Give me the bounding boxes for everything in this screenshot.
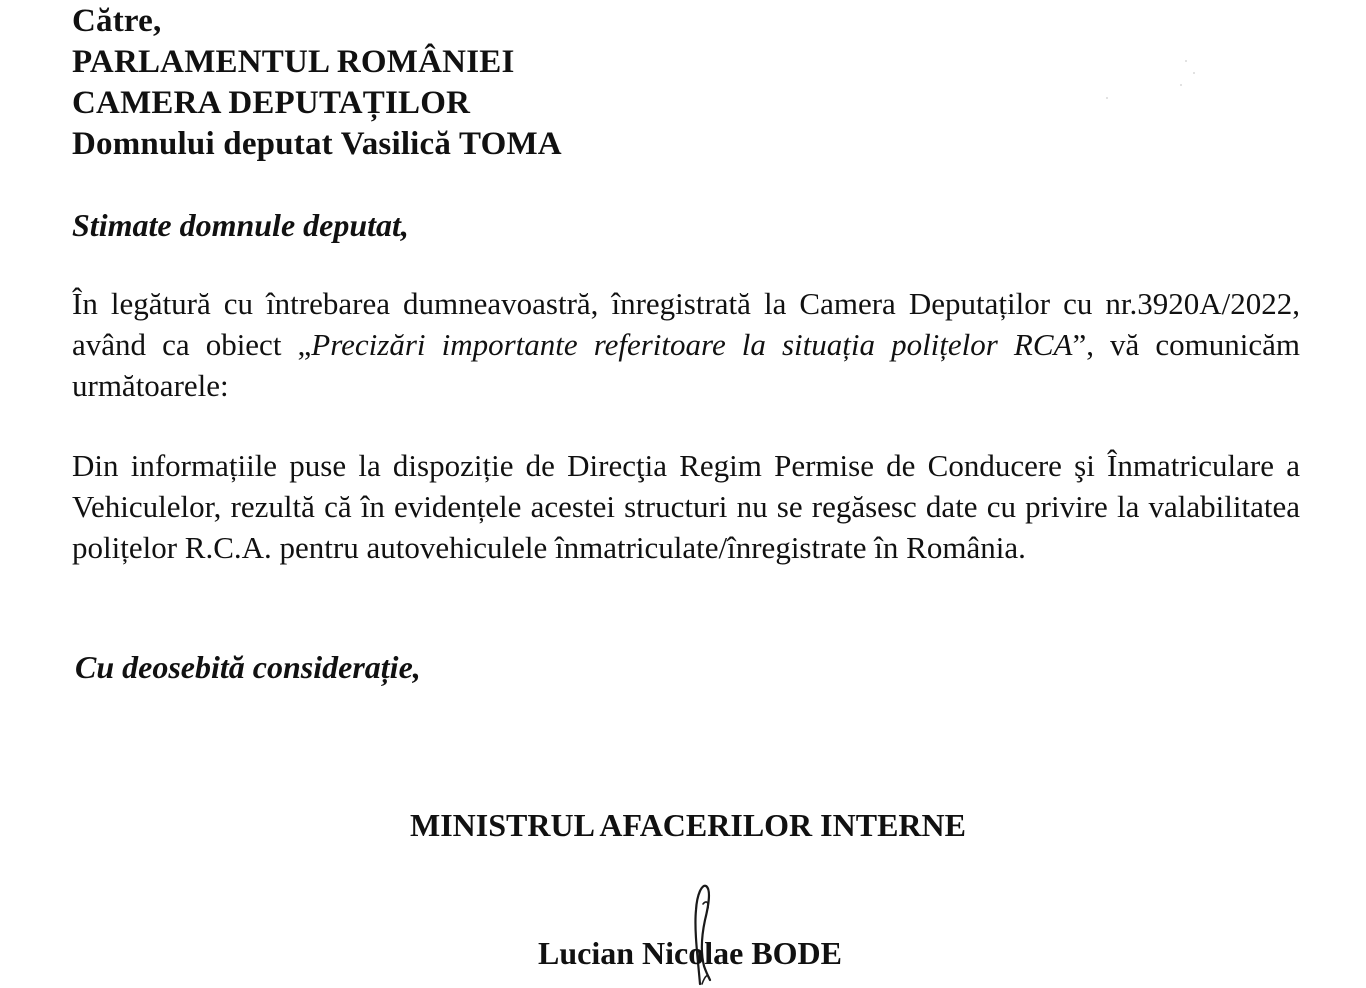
signatory-name: Lucian Nicolae BODE bbox=[537, 935, 842, 971]
paragraph-subject-intro: În legătură cu întrebarea dumneavoastră, înregistrată la Camera Deputaților cu nr.3920A/2022, având ca obiect „ bbox=[72, 286, 1300, 362]
addressee-institution: PARLAMENTUL ROMÂNIEI bbox=[72, 44, 515, 80]
scan-speck bbox=[1193, 72, 1195, 74]
paragraph-response: Din informațiile puse la dispoziție de Direcţia Regim Permise de Conducere şi Înmatriculare a Vehiculelor, rezultă că în evidențele acestei structuri nu se regăsesc date cu privire la valabilitatea polițelor R.C.A. pentru autovehiculele înmatriculate/înregistrate în România. bbox=[72, 448, 1300, 565]
addressee-recipient: Domnului deputat Vasilică TOMA bbox=[72, 126, 562, 162]
paragraph-subject bbox=[72, 283, 1300, 406]
question-subject: Precizări importante referitoare la situația polițelor RCA bbox=[311, 327, 1073, 362]
minister-title: MINISTRUL AFACERILOR INTERNE bbox=[410, 807, 966, 843]
addressee-chamber: CAMERA DEPUTAȚILOR bbox=[72, 85, 471, 121]
addressee-greeting: Către, bbox=[72, 3, 162, 39]
scan-speck bbox=[1180, 84, 1182, 86]
closing-formula: Cu deosebită considerație, bbox=[75, 649, 421, 685]
addressee-block bbox=[72, 1, 562, 165]
scan-speck bbox=[1185, 60, 1187, 62]
salutation: Stimate domnule deputat, bbox=[72, 207, 409, 243]
scan-speck bbox=[1106, 97, 1108, 99]
paragraph-subject-outro: ”, vă comunicăm următoarele: bbox=[72, 327, 1301, 403]
